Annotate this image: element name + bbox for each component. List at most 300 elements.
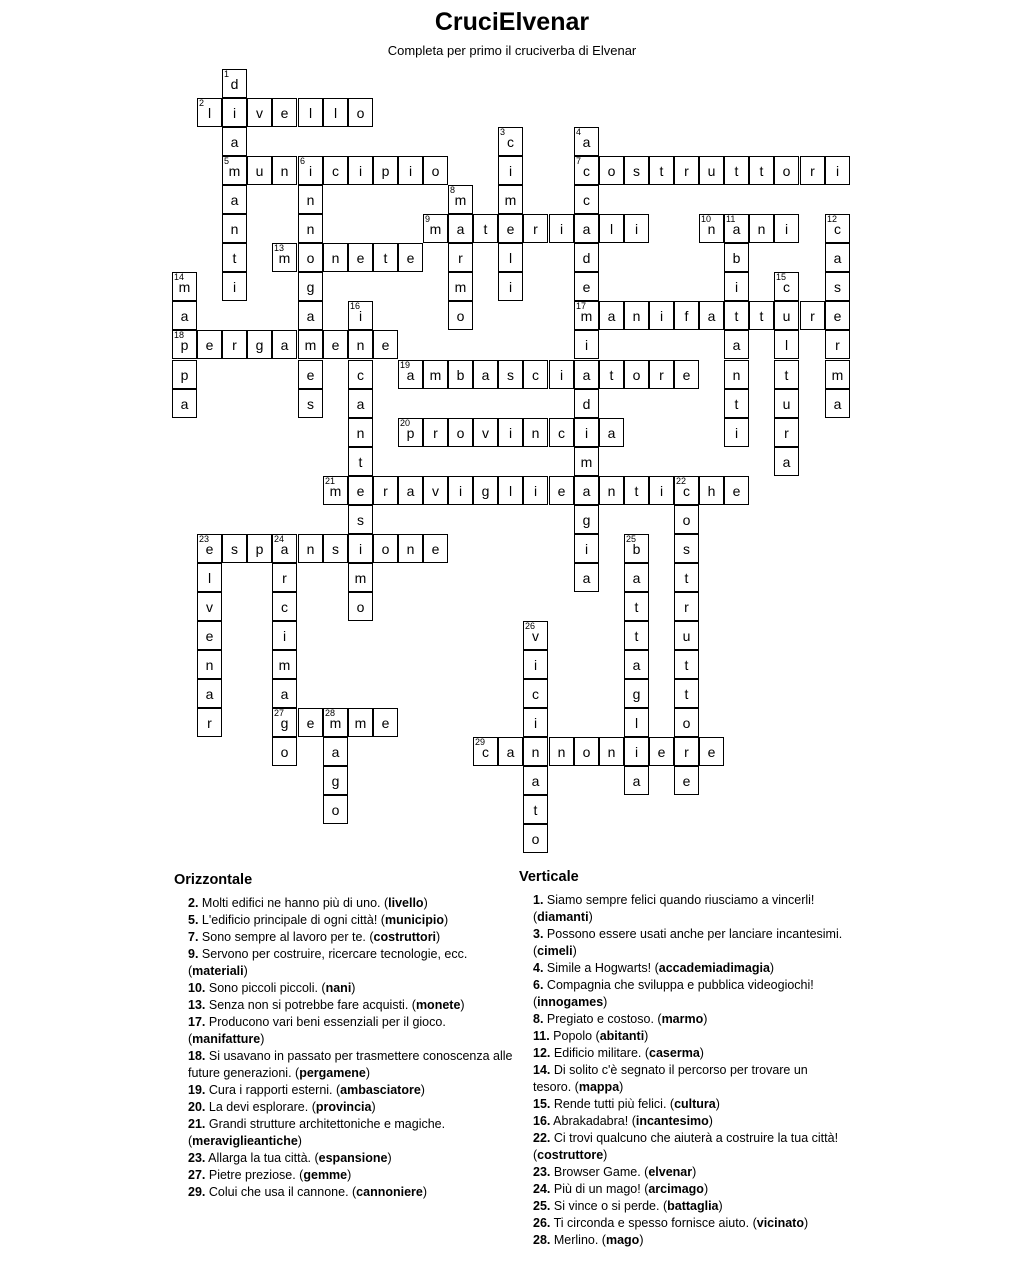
grid-cell[interactable] [574,389,599,418]
cell-letter: i [533,483,538,499]
cell-letter: t [609,367,614,383]
grid-cell[interactable] [373,330,398,359]
grid-cell[interactable] [749,156,774,185]
grid-cell[interactable] [774,418,799,447]
grid-cell[interactable] [197,330,222,359]
grid-cell[interactable] [298,534,323,563]
grid-cell[interactable] [272,98,297,127]
grid-cell[interactable] [674,301,699,330]
grid-cell[interactable] [348,389,373,418]
grid-cell[interactable] [272,650,297,679]
grid-cell[interactable] [523,766,548,795]
grid-cell[interactable] [323,476,348,505]
grid-cell[interactable] [574,243,599,272]
grid-cell[interactable] [574,330,599,359]
cell-letter: a [230,134,239,150]
grid-cell[interactable] [624,360,649,389]
cell-letter: t [684,657,689,673]
grid-cell[interactable] [825,360,850,389]
grid-cell[interactable] [574,301,599,330]
grid-cell[interactable] [298,272,323,301]
grid-cell[interactable] [323,98,348,127]
grid-cell[interactable] [624,737,649,766]
grid-cell[interactable] [674,650,699,679]
grid-cell[interactable] [699,737,724,766]
clue-number: 6. [533,978,544,992]
grid-cell[interactable] [549,360,574,389]
grid-cell[interactable] [624,708,649,737]
grid-cell[interactable] [448,272,473,301]
grid-cell[interactable] [373,243,398,272]
grid-cell[interactable] [674,476,699,505]
grid-cell[interactable] [473,418,498,447]
cell-letter: d [582,250,591,266]
grid-cell[interactable] [423,418,448,447]
grid-cell[interactable] [272,737,297,766]
clue-answer: vicinato [756,1216,804,1230]
grid-cell[interactable] [473,360,498,389]
cell-letter: n [531,425,540,441]
grid-cell[interactable] [373,534,398,563]
clue-item: 26. Ti circonda e spesso fornisce aiuto. (vicinato) [533,1216,809,1230]
grid-cell[interactable] [498,360,523,389]
grid-cell[interactable] [599,418,624,447]
grid-cell[interactable] [272,534,297,563]
grid-cell[interactable] [222,214,247,243]
grid-cell[interactable] [825,301,850,330]
grid-cell[interactable] [774,272,799,301]
grid-cell[interactable] [674,766,699,795]
grid-cell[interactable] [624,679,649,708]
grid-cell[interactable] [825,272,850,301]
grid-cell[interactable] [298,330,323,359]
cell-letter: i [508,163,513,179]
cell-letter: r [533,221,538,237]
grid-cell[interactable] [498,185,523,214]
grid-cell[interactable] [448,476,473,505]
grid-cell[interactable] [323,534,348,563]
grid-cell[interactable] [298,156,323,185]
grid-cell[interactable] [298,389,323,418]
cell-letter: i [734,425,739,441]
grid-cell[interactable] [523,360,548,389]
grid-cell[interactable] [649,737,674,766]
grid-cell[interactable] [624,301,649,330]
grid-cell[interactable] [197,98,222,127]
grid-cell[interactable] [624,592,649,621]
grid-cell[interactable] [825,156,850,185]
grid-cell[interactable] [574,214,599,243]
grid-cell[interactable] [749,301,774,330]
cell-letter: p [406,425,415,441]
grid-cell[interactable] [172,301,197,330]
grid-cell[interactable] [197,708,222,737]
cell-letter: c [583,192,590,208]
grid-cell[interactable] [222,69,247,98]
grid-cell[interactable] [247,330,272,359]
grid-cell[interactable] [699,301,724,330]
grid-cell[interactable] [423,156,448,185]
clue-item: 12. Edificio militare. (caserma) [533,1046,704,1060]
grid-cell[interactable] [298,243,323,272]
grid-cell[interactable] [624,214,649,243]
grid-cell[interactable] [699,156,724,185]
grid-cell[interactable] [423,534,448,563]
clue-answer: elvenar [648,1165,693,1179]
grid-cell[interactable] [800,156,825,185]
grid-cell[interactable] [348,98,373,127]
clue-answer: arcimago [648,1182,704,1196]
cell-letter: v [482,425,489,441]
grid-cell[interactable] [574,418,599,447]
grid-cell[interactable] [172,360,197,389]
grid-cell[interactable] [624,621,649,650]
cell-letter: e [280,105,289,121]
grid-cell[interactable] [574,534,599,563]
grid-cell[interactable] [398,476,423,505]
grid-cell[interactable] [323,330,348,359]
grid-cell[interactable] [749,214,774,243]
cell-letter: o [582,744,591,760]
grid-cell[interactable] [398,534,423,563]
grid-cell[interactable] [574,563,599,592]
grid-cell[interactable] [599,301,624,330]
clue-text: Merlino. ( [550,1233,606,1247]
grid-cell[interactable] [197,650,222,679]
grid-cell[interactable] [774,447,799,476]
grid-cell[interactable] [523,214,548,243]
cell-letter: s [307,396,314,412]
grid-cell[interactable] [724,214,749,243]
grid-cell[interactable] [448,418,473,447]
grid-cell[interactable] [348,360,373,389]
grid-cell[interactable] [398,418,423,447]
grid-cell[interactable] [448,214,473,243]
grid-cell[interactable] [724,301,749,330]
grid-cell[interactable] [649,156,674,185]
grid-cell[interactable] [498,156,523,185]
grid-cell[interactable] [574,447,599,476]
grid-cell[interactable] [323,708,348,737]
grid-cell[interactable] [825,214,850,243]
grid-cell[interactable] [774,156,799,185]
grid-cell[interactable] [825,389,850,418]
grid-cell[interactable] [674,737,699,766]
grid-cell[interactable] [473,214,498,243]
grid-cell[interactable] [699,214,724,243]
grid-cell[interactable] [674,679,699,708]
grid-cell[interactable] [348,708,373,737]
grid-cell[interactable] [448,301,473,330]
grid-cell[interactable] [523,650,548,679]
clue-answer: cimeli [537,944,573,958]
cell-letter: m [831,367,844,383]
grid-cell[interactable] [674,621,699,650]
grid-cell[interactable] [222,185,247,214]
grid-cell[interactable] [348,534,373,563]
grid-cell[interactable] [197,592,222,621]
grid-cell[interactable] [448,185,473,214]
grid-cell[interactable] [599,214,624,243]
grid-cell[interactable] [800,301,825,330]
grid-cell[interactable] [523,737,548,766]
cell-letter: u [255,163,264,179]
grid-cell[interactable] [599,360,624,389]
grid-cell[interactable] [674,156,699,185]
grid-cell[interactable] [348,301,373,330]
grid-cell[interactable] [323,795,348,824]
grid-cell[interactable] [599,737,624,766]
cell-letter: n [356,425,365,441]
grid-cell[interactable] [323,243,348,272]
grid-cell[interactable] [523,679,548,708]
grid-cell[interactable] [549,737,574,766]
grid-cell[interactable] [272,679,297,708]
grid-cell[interactable] [498,418,523,447]
grid-cell[interactable] [498,127,523,156]
grid-cell[interactable] [574,360,599,389]
grid-cell[interactable] [498,737,523,766]
grid-cell[interactable] [825,243,850,272]
grid-cell[interactable] [574,272,599,301]
clue-text: Più di un mago! ( [550,1182,649,1196]
grid-cell[interactable] [825,330,850,359]
cell-letter: t [734,396,739,412]
grid-cell[interactable] [298,301,323,330]
grid-cell[interactable] [272,592,297,621]
grid-cell[interactable] [423,360,448,389]
cell-number: 8 [450,185,456,195]
grid-cell[interactable] [649,301,674,330]
clue-answer: marmo [661,1012,704,1026]
cell-letter: t [533,802,538,818]
grid-cell[interactable] [724,272,749,301]
clue-answer: livello [388,896,424,910]
grid-cell[interactable] [348,330,373,359]
grid-cell[interactable] [272,621,297,650]
clue-text: Pregiato e costoso. ( [543,1012,662,1026]
clue-item: 28. Merlino. (mago) [533,1233,644,1247]
grid-cell[interactable] [624,156,649,185]
grid-cell[interactable] [423,476,448,505]
cell-letter: v [256,105,263,121]
grid-cell[interactable] [373,708,398,737]
clue-item: 19. Cura i rapporti esterni. (ambasciatore) [188,1083,425,1097]
cell-number: 5 [224,156,230,166]
grid-cell[interactable] [523,708,548,737]
grid-cell[interactable] [197,563,222,592]
grid-cell[interactable] [222,156,247,185]
grid-cell[interactable] [348,447,373,476]
grid-cell[interactable] [323,737,348,766]
grid-cell[interactable] [373,156,398,185]
cell-number: 20 [400,418,411,428]
grid-cell[interactable] [674,592,699,621]
grid-cell[interactable] [498,476,523,505]
grid-cell[interactable] [674,563,699,592]
grid-cell[interactable] [774,360,799,389]
grid-cell[interactable] [373,476,398,505]
grid-cell[interactable] [298,98,323,127]
grid-cell[interactable] [323,766,348,795]
grid-cell[interactable] [348,563,373,592]
grid-cell[interactable] [298,360,323,389]
grid-cell[interactable] [272,156,297,185]
grid-cell[interactable] [549,418,574,447]
grid-cell[interactable] [222,330,247,359]
cell-letter: n [356,337,365,353]
grid-cell[interactable] [498,272,523,301]
cell-letter: r [784,425,789,441]
grid-cell[interactable] [624,650,649,679]
grid-cell[interactable] [523,621,548,650]
grid-cell[interactable] [197,534,222,563]
grid-cell[interactable] [574,185,599,214]
grid-cell[interactable] [222,534,247,563]
grid-cell[interactable] [549,214,574,243]
cell-letter: a [531,773,540,789]
grid-cell[interactable] [247,156,272,185]
cell-letter: i [232,279,237,295]
grid-cell[interactable] [774,330,799,359]
cell-number: 21 [325,476,336,486]
grid-cell[interactable] [247,98,272,127]
grid-cell[interactable] [398,243,423,272]
grid-cell[interactable] [398,156,423,185]
grid-cell[interactable] [348,156,373,185]
grid-cell[interactable] [674,708,699,737]
grid-cell[interactable] [448,243,473,272]
clue-answer: mago [605,1233,640,1247]
grid-cell[interactable] [523,795,548,824]
grid-cell[interactable] [348,592,373,621]
grid-cell[interactable] [649,360,674,389]
clue-answer: espansione [318,1151,388,1165]
cell-number: 13 [274,243,285,253]
grid-cell[interactable] [724,243,749,272]
grid-cell[interactable] [724,418,749,447]
grid-cell[interactable] [498,243,523,272]
grid-cell[interactable] [549,476,574,505]
grid-cell[interactable] [272,330,297,359]
grid-cell[interactable] [724,330,749,359]
grid-cell[interactable] [172,330,197,359]
cell-letter: t [784,367,789,383]
grid-cell[interactable] [348,476,373,505]
clue-number: 11. [533,1029,550,1043]
grid-cell[interactable] [599,476,624,505]
grid-cell[interactable] [272,708,297,737]
grid-cell[interactable] [398,360,423,389]
grid-cell[interactable] [172,389,197,418]
cell-letter: e [833,308,842,324]
grid-cell[interactable] [624,534,649,563]
grid-cell[interactable] [298,185,323,214]
grid-cell[interactable] [298,708,323,737]
cell-letter: e [707,744,716,760]
cell-letter: r [835,337,840,353]
grid-cell[interactable] [574,737,599,766]
clue-item: 2. Molti edifici ne hanno più di uno. (livello) [188,896,428,910]
cell-letter: c [332,163,339,179]
grid-cell[interactable] [574,476,599,505]
grid-cell[interactable] [724,389,749,418]
grid-cell[interactable] [574,127,599,156]
grid-cell[interactable] [724,156,749,185]
cell-letter: n [707,221,716,237]
grid-cell[interactable] [298,214,323,243]
grid-cell[interactable] [774,214,799,243]
grid-cell[interactable] [423,214,448,243]
cell-letter: c [583,163,590,179]
cell-letter: a [306,308,315,324]
grid-cell[interactable] [323,156,348,185]
cell-letter: m [354,715,367,731]
clue-number: 23. [188,1151,206,1165]
cell-letter: b [732,250,741,266]
grid-cell[interactable] [574,156,599,185]
grid-cell[interactable] [649,476,674,505]
grid-cell[interactable] [272,243,297,272]
cell-letter: m [329,715,342,731]
grid-cell[interactable] [724,360,749,389]
grid-cell[interactable] [624,563,649,592]
cell-letter: o [682,512,691,528]
grid-cell[interactable] [247,534,272,563]
grid-cell[interactable] [222,98,247,127]
clue-text: Colui che usa il cannone. ( [205,1185,357,1199]
grid-cell[interactable] [699,476,724,505]
grid-cell[interactable] [523,824,548,853]
cell-letter: a [582,221,591,237]
grid-cell[interactable] [724,476,749,505]
grid-cell[interactable] [197,621,222,650]
grid-cell[interactable] [523,418,548,447]
grid-cell[interactable] [222,127,247,156]
clue-item: 29. Colui che usa il cannone. (cannoniere) [188,1185,428,1199]
grid-cell[interactable] [674,534,699,563]
grid-cell[interactable] [574,505,599,534]
grid-cell[interactable] [523,476,548,505]
grid-cell[interactable] [774,301,799,330]
grid-cell[interactable] [624,766,649,795]
grid-cell[interactable] [172,272,197,301]
cell-letter: c [482,744,489,760]
grid-cell[interactable] [774,389,799,418]
grid-cell[interactable] [222,243,247,272]
grid-cell[interactable] [624,476,649,505]
cell-letter: a [582,483,591,499]
grid-cell[interactable] [448,360,473,389]
grid-cell[interactable] [222,272,247,301]
cell-letter: t [634,628,639,644]
grid-cell[interactable] [272,563,297,592]
grid-cell[interactable] [348,243,373,272]
clue-text: Compagnia che sviluppa e pubblica videogiochi! ( [533,978,814,1009]
grid-cell[interactable] [197,679,222,708]
cell-letter: i [584,337,589,353]
grid-cell[interactable] [348,418,373,447]
grid-cell[interactable] [473,737,498,766]
grid-cell[interactable] [674,505,699,534]
grid-cell[interactable] [348,505,373,534]
clue-answer: materiali [192,964,244,978]
grid-cell[interactable] [599,156,624,185]
grid-cell[interactable] [674,360,699,389]
cell-letter: e [356,483,365,499]
grid-cell[interactable] [498,214,523,243]
grid-cell[interactable] [473,476,498,505]
